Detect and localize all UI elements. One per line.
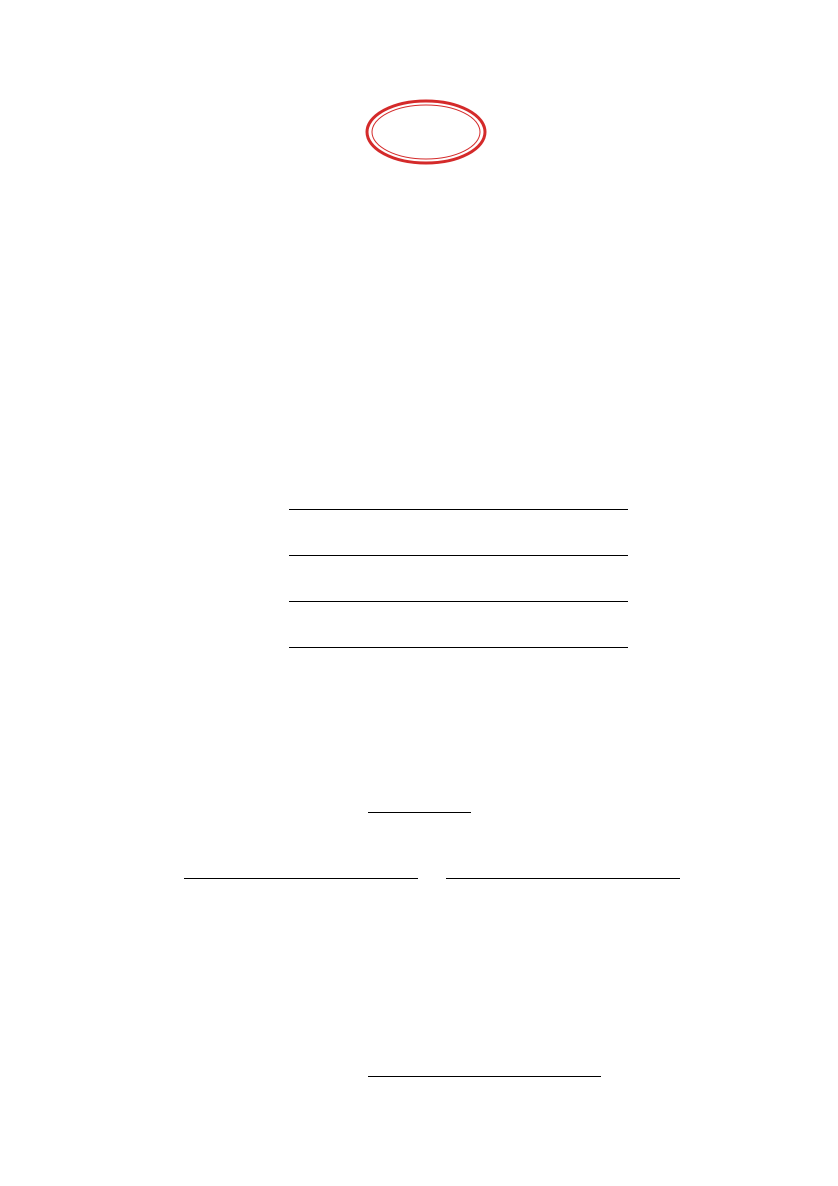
project-name-field[interactable] <box>289 509 628 510</box>
contractor-field[interactable] <box>289 647 628 648</box>
end-date-field[interactable] <box>446 878 680 879</box>
supervision-unit-field[interactable] <box>289 555 628 556</box>
construction-owner-field[interactable] <box>289 601 628 602</box>
start-date-field[interactable] <box>184 878 418 879</box>
issuer-stamp <box>364 98 488 166</box>
period-number-field[interactable] <box>368 812 471 813</box>
report-date-field[interactable] <box>368 1076 601 1077</box>
